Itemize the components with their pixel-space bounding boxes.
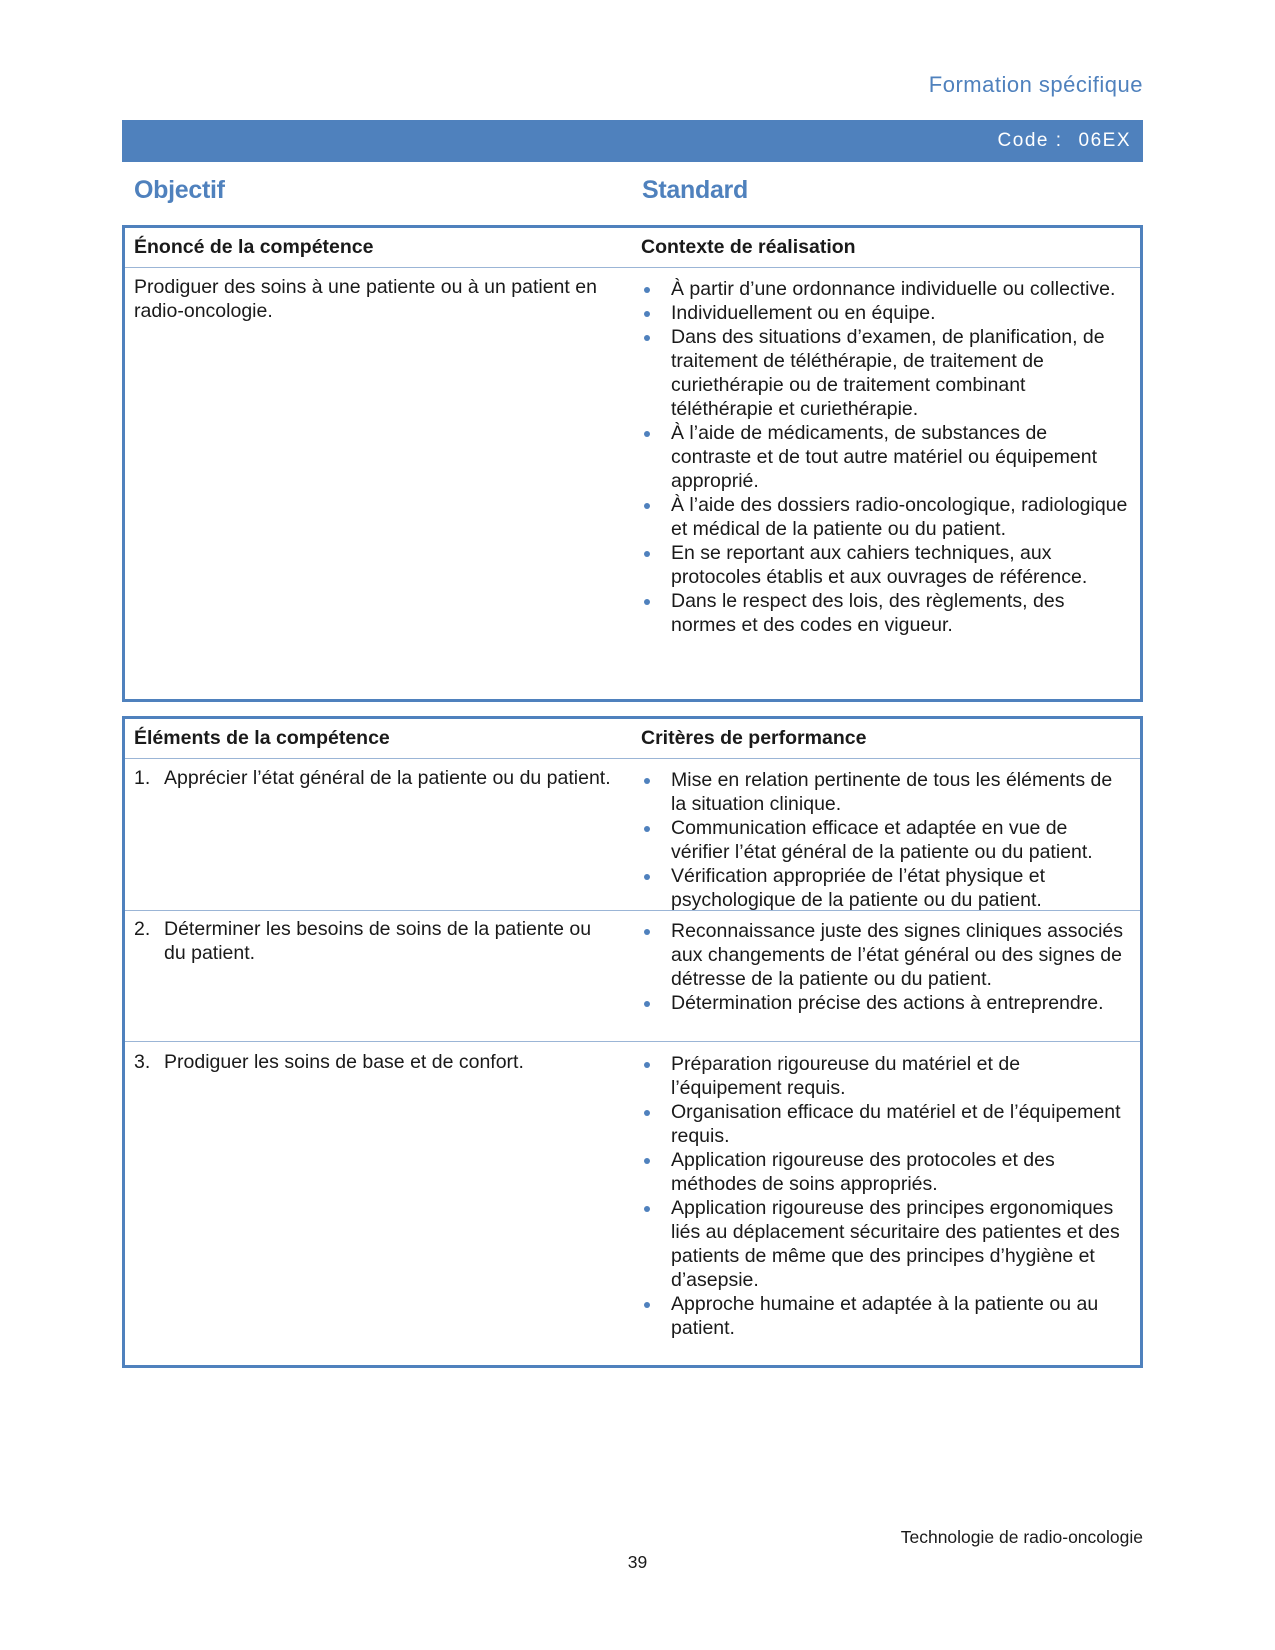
criteria-list-cell [641, 768, 1131, 912]
competency-statement-table [122, 225, 1143, 702]
element-item [134, 766, 614, 790]
criteria-list-cell [641, 919, 1131, 1015]
competency-statement: Prodiguer des soins à une patiente ou à un patient en radio-oncologie. [134, 276, 597, 322]
element-number: 1. [134, 767, 151, 789]
context-header: Contexte de réalisation [641, 236, 856, 258]
element-number: 3. [134, 1051, 151, 1073]
list-item: Détermination précise des actions à entreprendre. [641, 991, 1131, 1015]
list-item: Reconnaissance juste des signes cliniques associés aux changements de l’état général ou des signes de détresse de la patiente ou du patient. [641, 919, 1131, 991]
list-item: Individuellement ou en équipe. [641, 301, 1131, 325]
page-number: 39 [627, 1552, 648, 1572]
list-item: À partir d’une ordonnance individuelle ou collective. [641, 277, 1131, 301]
list-item: Dans des situations d’examen, de planification, de traitement de téléthérapie, de traitement de curiethérapie ou de traitement combinant téléthérapie et curiethérapie. [641, 325, 1131, 421]
list-item: Application rigoureuse des protocoles et des méthodes de soins appropriés. [641, 1148, 1131, 1196]
list-item: Dans le respect des lois, des règlements, des normes et des codes en vigueur. [641, 589, 1131, 637]
code-value: 06EX [1078, 130, 1131, 151]
page-header-title: Formation spécifique [928, 72, 1143, 97]
code-label: Code : [997, 130, 1063, 151]
list-item: En se reportant aux cahiers techniques, aux protocoles établis et aux ouvrages de référence. [641, 541, 1131, 589]
table-row [125, 268, 1140, 698]
table-row [125, 759, 1140, 911]
element-number: 2. [134, 918, 151, 940]
table-header-row [125, 228, 1140, 268]
list-item: À l’aide des dossiers radio-oncologique, radiologique et médical de la patiente ou du patient. [641, 493, 1131, 541]
objectif-heading: Objectif [134, 176, 225, 204]
column-headings [122, 176, 1143, 212]
context-list [641, 277, 1131, 637]
criteria-header: Critères de performance [641, 727, 867, 749]
statement-header: Énoncé de la compétence [134, 236, 374, 258]
criteria-list-cell [641, 1052, 1131, 1340]
standard-heading: Standard [642, 176, 748, 204]
elements-header: Éléments de la compétence [134, 727, 390, 749]
list-item: Organisation efficace du matériel et de l’équipement requis. [641, 1100, 1131, 1148]
competency-elements-table [122, 716, 1143, 1368]
table-header-row [125, 719, 1140, 759]
list-item: Application rigoureuse des principes ergonomiques liés au déplacement sécuritaire des patientes et des patients de même que des principes d’hygiène et d’asepsie. [641, 1196, 1131, 1292]
list-item: À l’aide de médicaments, de substances de contraste et de tout autre matériel ou équipement approprié. [641, 421, 1131, 493]
element-text: Apprécier l’état général de la patiente ou du patient. [164, 767, 611, 789]
list-item: Mise en relation pertinente de tous les éléments de la situation clinique. [641, 768, 1131, 816]
table-row [125, 911, 1140, 1042]
element-text: Déterminer les besoins de soins de la patiente ou du patient. [164, 918, 592, 964]
table-row [125, 1042, 1140, 1362]
element-text: Prodiguer les soins de base et de confort. [164, 1051, 524, 1073]
list-item: Approche humaine et adaptée à la patiente ou au patient. [641, 1292, 1131, 1340]
list-item: Préparation rigoureuse du matériel et de l’équipement requis. [641, 1052, 1131, 1100]
criteria-list [641, 919, 1131, 1015]
list-item: Communication efficace et adaptée en vue de vérifier l’état général de la patiente ou du patient. [641, 816, 1131, 864]
element-item [134, 917, 614, 965]
criteria-list [641, 1052, 1131, 1340]
element-item [134, 1050, 614, 1074]
criteria-list [641, 768, 1131, 912]
context-list-cell [641, 277, 1131, 637]
footer-program: Technologie de radio-oncologie [900, 1527, 1143, 1547]
code-bar [122, 120, 1143, 162]
list-item: Vérification appropriée de l’état physique et psychologique de la patiente ou du patient. [641, 864, 1131, 912]
